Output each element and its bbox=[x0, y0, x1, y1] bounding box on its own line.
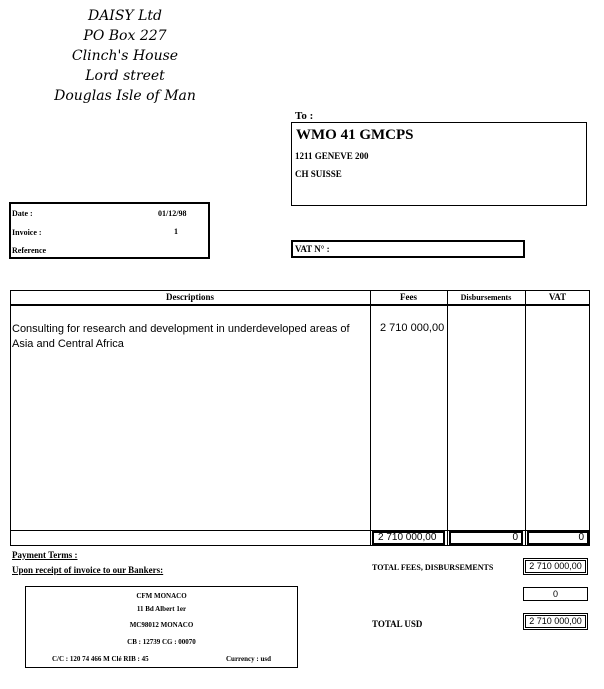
reference-label: Reference bbox=[12, 246, 47, 255]
total-usd-label: TOTAL USD bbox=[372, 619, 423, 629]
date-label: Date : bbox=[12, 209, 33, 218]
total-disbursements-cell: 0 bbox=[449, 531, 523, 545]
invoice-value: 1 bbox=[174, 227, 178, 236]
line-item-fees: 2 710 000,00 bbox=[380, 322, 445, 334]
sender-building: Clinch's House bbox=[71, 48, 179, 64]
bank-city: MC98012 MONACO bbox=[129, 621, 194, 629]
date-value: 01/12/98 bbox=[158, 209, 187, 218]
column-divider bbox=[525, 290, 526, 546]
column-divider bbox=[447, 290, 448, 546]
sender-company: DAISY Ltd bbox=[87, 8, 163, 24]
sender-po-box: PO Box 227 bbox=[83, 28, 167, 44]
sender-city: Douglas Isle of Man bbox=[54, 88, 196, 104]
bank-account: C/C : 120 74 466 M Clé RIB : 45 bbox=[52, 655, 149, 663]
bank-codes: CB : 12739 CG : 00070 bbox=[127, 638, 196, 646]
header-descriptions: Descriptions bbox=[10, 290, 370, 306]
bank-name: CFM MONACO bbox=[136, 592, 187, 600]
payment-terms-label: Payment Terms : bbox=[12, 550, 78, 560]
header-fees: Fees bbox=[370, 290, 447, 306]
sender-address bbox=[0, 6, 250, 106]
bank-currency: Currency : usd bbox=[226, 655, 271, 663]
total-vat-cell: 0 bbox=[527, 531, 589, 545]
invoice-label: Invoice : bbox=[12, 228, 42, 237]
total-fees-value: 2 710 000,00 bbox=[523, 558, 588, 575]
total-fees-cell: 2 710 000,00 bbox=[372, 531, 445, 545]
recipient-label: To : bbox=[295, 110, 314, 122]
payment-terms-value: Upon receipt of invoice to our Bankers: bbox=[12, 565, 164, 575]
total-usd-value: 2 710 000,00 bbox=[523, 613, 588, 630]
recipient-country: CH SUISSE bbox=[295, 169, 342, 179]
line-item-description: Consulting for research and development in underdeveloped areas of Asia and Central Africa bbox=[12, 323, 350, 350]
vat-total-value: 0 bbox=[523, 587, 588, 601]
header-vat: VAT bbox=[525, 290, 590, 306]
recipient-name: WMO 41 GMCPS bbox=[296, 127, 414, 143]
vat-number-label: VAT N° : bbox=[295, 244, 330, 254]
total-fees-label: TOTAL FEES, DISBURSEMENTS bbox=[372, 563, 494, 572]
recipient-postal: 1211 GENEVE 200 bbox=[295, 151, 369, 161]
bank-address: 11 Bd Albert 1er bbox=[136, 605, 187, 613]
sender-street: Lord street bbox=[85, 68, 165, 84]
header-disbursements: Disbursements bbox=[447, 290, 525, 306]
